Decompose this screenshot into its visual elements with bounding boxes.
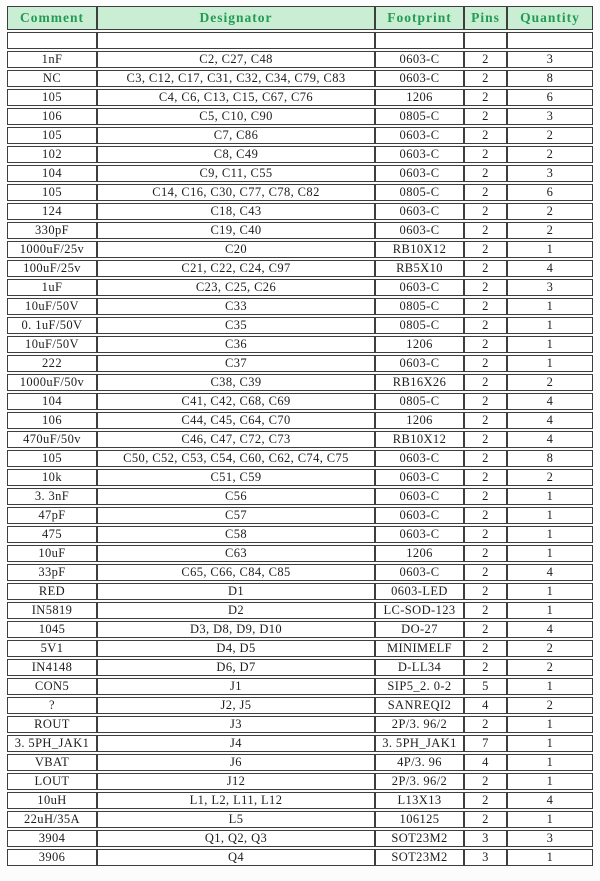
table-row (7, 735, 593, 752)
cell-pins: 2 (464, 564, 507, 581)
table-row (7, 830, 593, 847)
cell-pins: 2 (464, 279, 507, 296)
cell-footprint: 0603-C (375, 70, 464, 87)
cell-comment: 1nF (7, 51, 97, 68)
cell-quantity: 3 (507, 279, 593, 296)
cell-footprint: RB10X12 (375, 431, 464, 448)
cell-designator: C3, C12, C17, C31, C32, C34, C79, C83 (97, 70, 375, 87)
cell-quantity (507, 32, 593, 49)
table-row (7, 754, 593, 771)
cell-footprint: 0805-C (375, 393, 464, 410)
cell-pins: 2 (464, 241, 507, 258)
cell-pins: 2 (464, 108, 507, 125)
cell-quantity: 4 (507, 260, 593, 277)
cell-comment: 10k (7, 469, 97, 486)
cell-designator: C9, C11, C55 (97, 165, 375, 182)
cell-designator: C38, C39 (97, 374, 375, 391)
column-header-comment: Comment (7, 6, 97, 30)
table-row (7, 431, 593, 448)
cell-footprint: 0603-C (375, 469, 464, 486)
bom-table (7, 4, 593, 868)
table-row (7, 108, 593, 125)
cell-designator: C63 (97, 545, 375, 562)
cell-quantity: 3 (507, 165, 593, 182)
cell-pins: 2 (464, 355, 507, 372)
cell-designator: C5, C10, C90 (97, 108, 375, 125)
cell-quantity: 1 (507, 317, 593, 334)
cell-footprint: SOT23M2 (375, 849, 464, 866)
cell-footprint: 1206 (375, 336, 464, 353)
cell-comment: 104 (7, 393, 97, 410)
cell-pins: 2 (464, 507, 507, 524)
cell-footprint: LC-SOD-123 (375, 602, 464, 619)
cell-quantity: 6 (507, 184, 593, 201)
cell-quantity: 1 (507, 754, 593, 771)
cell-comment: 3. 3nF (7, 488, 97, 505)
cell-comment: 124 (7, 203, 97, 220)
cell-footprint: 106125 (375, 811, 464, 828)
cell-quantity: 1 (507, 298, 593, 315)
cell-pins: 2 (464, 526, 507, 543)
cell-pins: 2 (464, 621, 507, 638)
table-row (7, 792, 593, 809)
table-row (7, 602, 593, 619)
cell-pins: 2 (464, 792, 507, 809)
cell-comment: 1045 (7, 621, 97, 638)
cell-comment: 0. 1uF/50V (7, 317, 97, 334)
cell-pins: 2 (464, 203, 507, 220)
cell-quantity: 1 (507, 507, 593, 524)
cell-quantity: 2 (507, 222, 593, 239)
table-row (7, 146, 593, 163)
cell-pins: 2 (464, 640, 507, 657)
cell-designator: J2, J5 (97, 697, 375, 714)
table-row (7, 127, 593, 144)
table-row (7, 564, 593, 581)
cell-designator: C20 (97, 241, 375, 258)
cell-designator: C7, C86 (97, 127, 375, 144)
cell-pins: 2 (464, 450, 507, 467)
cell-pins: 2 (464, 488, 507, 505)
cell-footprint: 0603-C (375, 146, 464, 163)
cell-footprint: SANREQI2 (375, 697, 464, 714)
cell-designator: J4 (97, 735, 375, 752)
cell-footprint (375, 32, 464, 49)
table-row (7, 678, 593, 695)
cell-pins: 2 (464, 811, 507, 828)
cell-designator: C19, C40 (97, 222, 375, 239)
cell-comment: 22uH/35A (7, 811, 97, 828)
cell-pins: 2 (464, 70, 507, 87)
cell-footprint: 2P/3. 96/2 (375, 773, 464, 790)
table-row (7, 526, 593, 543)
cell-designator: C35 (97, 317, 375, 334)
cell-pins: 2 (464, 317, 507, 334)
table-row (7, 469, 593, 486)
cell-footprint: 0603-C (375, 127, 464, 144)
cell-quantity: 1 (507, 602, 593, 619)
cell-quantity: 6 (507, 89, 593, 106)
table-row (7, 203, 593, 220)
cell-footprint: 2P/3. 96/2 (375, 716, 464, 733)
cell-footprint: 4P/3. 96 (375, 754, 464, 771)
table-row (7, 640, 593, 657)
cell-pins (464, 32, 507, 49)
cell-comment: ? (7, 697, 97, 714)
cell-quantity: 1 (507, 545, 593, 562)
cell-footprint: DO-27 (375, 621, 464, 638)
cell-designator: C57 (97, 507, 375, 524)
cell-quantity: 2 (507, 146, 593, 163)
cell-footprint: SIP5_2. 0-2 (375, 678, 464, 695)
cell-pins: 2 (464, 374, 507, 391)
table-row (7, 697, 593, 714)
cell-pins: 2 (464, 165, 507, 182)
cell-comment: VBAT (7, 754, 97, 771)
cell-footprint: SOT23M2 (375, 830, 464, 847)
cell-footprint: 0805-C (375, 317, 464, 334)
cell-footprint: 0603-LED (375, 583, 464, 600)
table-row (7, 621, 593, 638)
cell-pins: 2 (464, 393, 507, 410)
cell-footprint: RB5X10 (375, 260, 464, 277)
cell-pins: 2 (464, 127, 507, 144)
table-row (7, 583, 593, 600)
cell-footprint: 0603-C (375, 564, 464, 581)
cell-designator: D6, D7 (97, 659, 375, 676)
table-row (7, 773, 593, 790)
cell-comment: 105 (7, 89, 97, 106)
cell-designator: C18, C43 (97, 203, 375, 220)
cell-pins: 2 (464, 773, 507, 790)
table-row (7, 545, 593, 562)
cell-designator: Q1, Q2, Q3 (97, 830, 375, 847)
cell-footprint: 3. 5PH_JAK1 (375, 735, 464, 752)
cell-designator: C51, C59 (97, 469, 375, 486)
cell-comment: IN4148 (7, 659, 97, 676)
cell-designator: C2, C27, C48 (97, 51, 375, 68)
cell-designator: C41, C42, C68, C69 (97, 393, 375, 410)
cell-pins: 2 (464, 89, 507, 106)
table-row (7, 165, 593, 182)
cell-designator: C44, C45, C64, C70 (97, 412, 375, 429)
cell-comment: RED (7, 583, 97, 600)
cell-footprint: RB16X26 (375, 374, 464, 391)
table-row (7, 70, 593, 87)
cell-pins: 2 (464, 184, 507, 201)
cell-designator: C56 (97, 488, 375, 505)
cell-designator: D3, D8, D9, D10 (97, 621, 375, 638)
cell-comment: 104 (7, 165, 97, 182)
table-row (7, 659, 593, 676)
cell-comment: 470uF/50v (7, 431, 97, 448)
cell-comment: ROUT (7, 716, 97, 733)
cell-footprint: 0603-C (375, 51, 464, 68)
cell-quantity: 1 (507, 735, 593, 752)
cell-comment: NC (7, 70, 97, 87)
cell-quantity: 2 (507, 469, 593, 486)
cell-designator: D1 (97, 583, 375, 600)
cell-pins: 2 (464, 412, 507, 429)
cell-comment: 3904 (7, 830, 97, 847)
cell-footprint: RB10X12 (375, 241, 464, 258)
cell-quantity: 1 (507, 336, 593, 353)
cell-footprint: 0603-C (375, 165, 464, 182)
cell-designator: J3 (97, 716, 375, 733)
cell-comment: 105 (7, 184, 97, 201)
cell-quantity: 2 (507, 640, 593, 657)
cell-comment: 10uF (7, 545, 97, 562)
column-header-designator: Designator (97, 6, 375, 30)
table-row (7, 279, 593, 296)
cell-designator: C36 (97, 336, 375, 353)
cell-quantity: 1 (507, 583, 593, 600)
cell-footprint: 0603-C (375, 279, 464, 296)
cell-pins: 2 (464, 336, 507, 353)
cell-footprint: 1206 (375, 545, 464, 562)
table-row (7, 260, 593, 277)
cell-designator: C58 (97, 526, 375, 543)
cell-comment: 47pF (7, 507, 97, 524)
cell-designator: L1, L2, L11, L12 (97, 792, 375, 809)
cell-comment: 10uF/50V (7, 336, 97, 353)
empty-row (7, 32, 593, 49)
cell-quantity: 4 (507, 792, 593, 809)
cell-comment: 3. 5PH_JAK1 (7, 735, 97, 752)
table-row (7, 716, 593, 733)
cell-comment: 1000uF/50v (7, 374, 97, 391)
table-row (7, 298, 593, 315)
cell-quantity: 4 (507, 621, 593, 638)
cell-quantity: 1 (507, 773, 593, 790)
cell-quantity: 1 (507, 849, 593, 866)
cell-designator: Q4 (97, 849, 375, 866)
cell-pins: 2 (464, 545, 507, 562)
cell-comment: 3906 (7, 849, 97, 866)
cell-designator: J12 (97, 773, 375, 790)
column-header-quantity: Quantity (507, 6, 593, 30)
cell-pins: 3 (464, 830, 507, 847)
cell-pins: 2 (464, 260, 507, 277)
cell-footprint: D-LL34 (375, 659, 464, 676)
cell-designator: C37 (97, 355, 375, 372)
cell-quantity: 1 (507, 811, 593, 828)
cell-footprint: 0805-C (375, 184, 464, 201)
cell-footprint: 1206 (375, 412, 464, 429)
cell-pins: 7 (464, 735, 507, 752)
cell-comment: 106 (7, 412, 97, 429)
cell-designator: L5 (97, 811, 375, 828)
cell-footprint: 1206 (375, 89, 464, 106)
cell-designator: C65, C66, C84, C85 (97, 564, 375, 581)
cell-designator: C23, C25, C26 (97, 279, 375, 296)
column-header-footprint: Footprint (375, 6, 464, 30)
cell-quantity: 1 (507, 355, 593, 372)
cell-pins: 2 (464, 602, 507, 619)
cell-comment: 105 (7, 450, 97, 467)
cell-footprint: 0603-C (375, 507, 464, 524)
cell-quantity: 1 (507, 488, 593, 505)
cell-quantity: 2 (507, 659, 593, 676)
table-row (7, 393, 593, 410)
cell-footprint: 0603-C (375, 450, 464, 467)
table-row (7, 849, 593, 866)
cell-quantity: 2 (507, 203, 593, 220)
cell-quantity: 3 (507, 51, 593, 68)
cell-designator: C46, C47, C72, C73 (97, 431, 375, 448)
cell-pins: 2 (464, 222, 507, 239)
cell-designator: D4, D5 (97, 640, 375, 657)
cell-comment: 5V1 (7, 640, 97, 657)
cell-footprint: MINIMELF (375, 640, 464, 657)
table-row (7, 450, 593, 467)
cell-footprint: 0805-C (375, 298, 464, 315)
cell-footprint: 0805-C (375, 108, 464, 125)
cell-footprint: L13X13 (375, 792, 464, 809)
table-row (7, 374, 593, 391)
cell-pins: 2 (464, 298, 507, 315)
cell-comment: 10uH (7, 792, 97, 809)
cell-quantity: 4 (507, 564, 593, 581)
cell-comment: 1uF (7, 279, 97, 296)
cell-quantity: 2 (507, 127, 593, 144)
cell-quantity: 1 (507, 678, 593, 695)
table-row (7, 811, 593, 828)
table-row (7, 336, 593, 353)
cell-comment: 33pF (7, 564, 97, 581)
cell-footprint: 0603-C (375, 488, 464, 505)
table-row (7, 222, 593, 239)
cell-quantity: 4 (507, 412, 593, 429)
cell-designator: C50, C52, C53, C54, C60, C62, C74, C75 (97, 450, 375, 467)
cell-comment: 100uF/25v (7, 260, 97, 277)
cell-designator: D2 (97, 602, 375, 619)
cell-comment (7, 32, 97, 49)
table-body (7, 32, 593, 866)
cell-comment: 222 (7, 355, 97, 372)
cell-quantity: 1 (507, 241, 593, 258)
cell-pins: 5 (464, 678, 507, 695)
cell-footprint: 0603-C (375, 355, 464, 372)
header-row (7, 6, 593, 30)
cell-quantity: 1 (507, 716, 593, 733)
cell-pins: 2 (464, 431, 507, 448)
cell-comment: 10uF/50V (7, 298, 97, 315)
cell-designator: C33 (97, 298, 375, 315)
cell-quantity: 3 (507, 830, 593, 847)
cell-comment: 102 (7, 146, 97, 163)
cell-pins: 2 (464, 146, 507, 163)
cell-pins: 2 (464, 716, 507, 733)
table-row (7, 89, 593, 106)
cell-quantity: 2 (507, 697, 593, 714)
cell-pins: 3 (464, 849, 507, 866)
table-row (7, 317, 593, 334)
table-row (7, 507, 593, 524)
cell-quantity: 2 (507, 374, 593, 391)
cell-pins: 2 (464, 469, 507, 486)
cell-designator (97, 32, 375, 49)
cell-comment: 330pF (7, 222, 97, 239)
cell-pins: 4 (464, 697, 507, 714)
cell-pins: 4 (464, 754, 507, 771)
cell-designator: J6 (97, 754, 375, 771)
cell-quantity: 3 (507, 108, 593, 125)
cell-designator: J1 (97, 678, 375, 695)
table-row (7, 51, 593, 68)
cell-comment: 106 (7, 108, 97, 125)
cell-pins: 2 (464, 583, 507, 600)
column-header-pins: Pins (464, 6, 507, 30)
table-row (7, 184, 593, 201)
table-row (7, 488, 593, 505)
cell-quantity: 4 (507, 393, 593, 410)
cell-comment: 1000uF/25v (7, 241, 97, 258)
table-row (7, 355, 593, 372)
table-row (7, 241, 593, 258)
cell-designator: C4, C6, C13, C15, C67, C76 (97, 89, 375, 106)
cell-comment: 105 (7, 127, 97, 144)
cell-quantity: 4 (507, 431, 593, 448)
cell-quantity: 1 (507, 526, 593, 543)
cell-pins: 2 (464, 51, 507, 68)
cell-quantity: 8 (507, 70, 593, 87)
table-row (7, 412, 593, 429)
cell-designator: C8, C49 (97, 146, 375, 163)
cell-footprint: 0603-C (375, 203, 464, 220)
cell-comment: IN5819 (7, 602, 97, 619)
cell-comment: CON5 (7, 678, 97, 695)
cell-footprint: 0603-C (375, 222, 464, 239)
cell-quantity: 8 (507, 450, 593, 467)
cell-comment: LOUT (7, 773, 97, 790)
cell-pins: 2 (464, 659, 507, 676)
cell-footprint: 0603-C (375, 526, 464, 543)
cell-designator: C21, C22, C24, C97 (97, 260, 375, 277)
cell-comment: 475 (7, 526, 97, 543)
cell-designator: C14, C16, C30, C77, C78, C82 (97, 184, 375, 201)
